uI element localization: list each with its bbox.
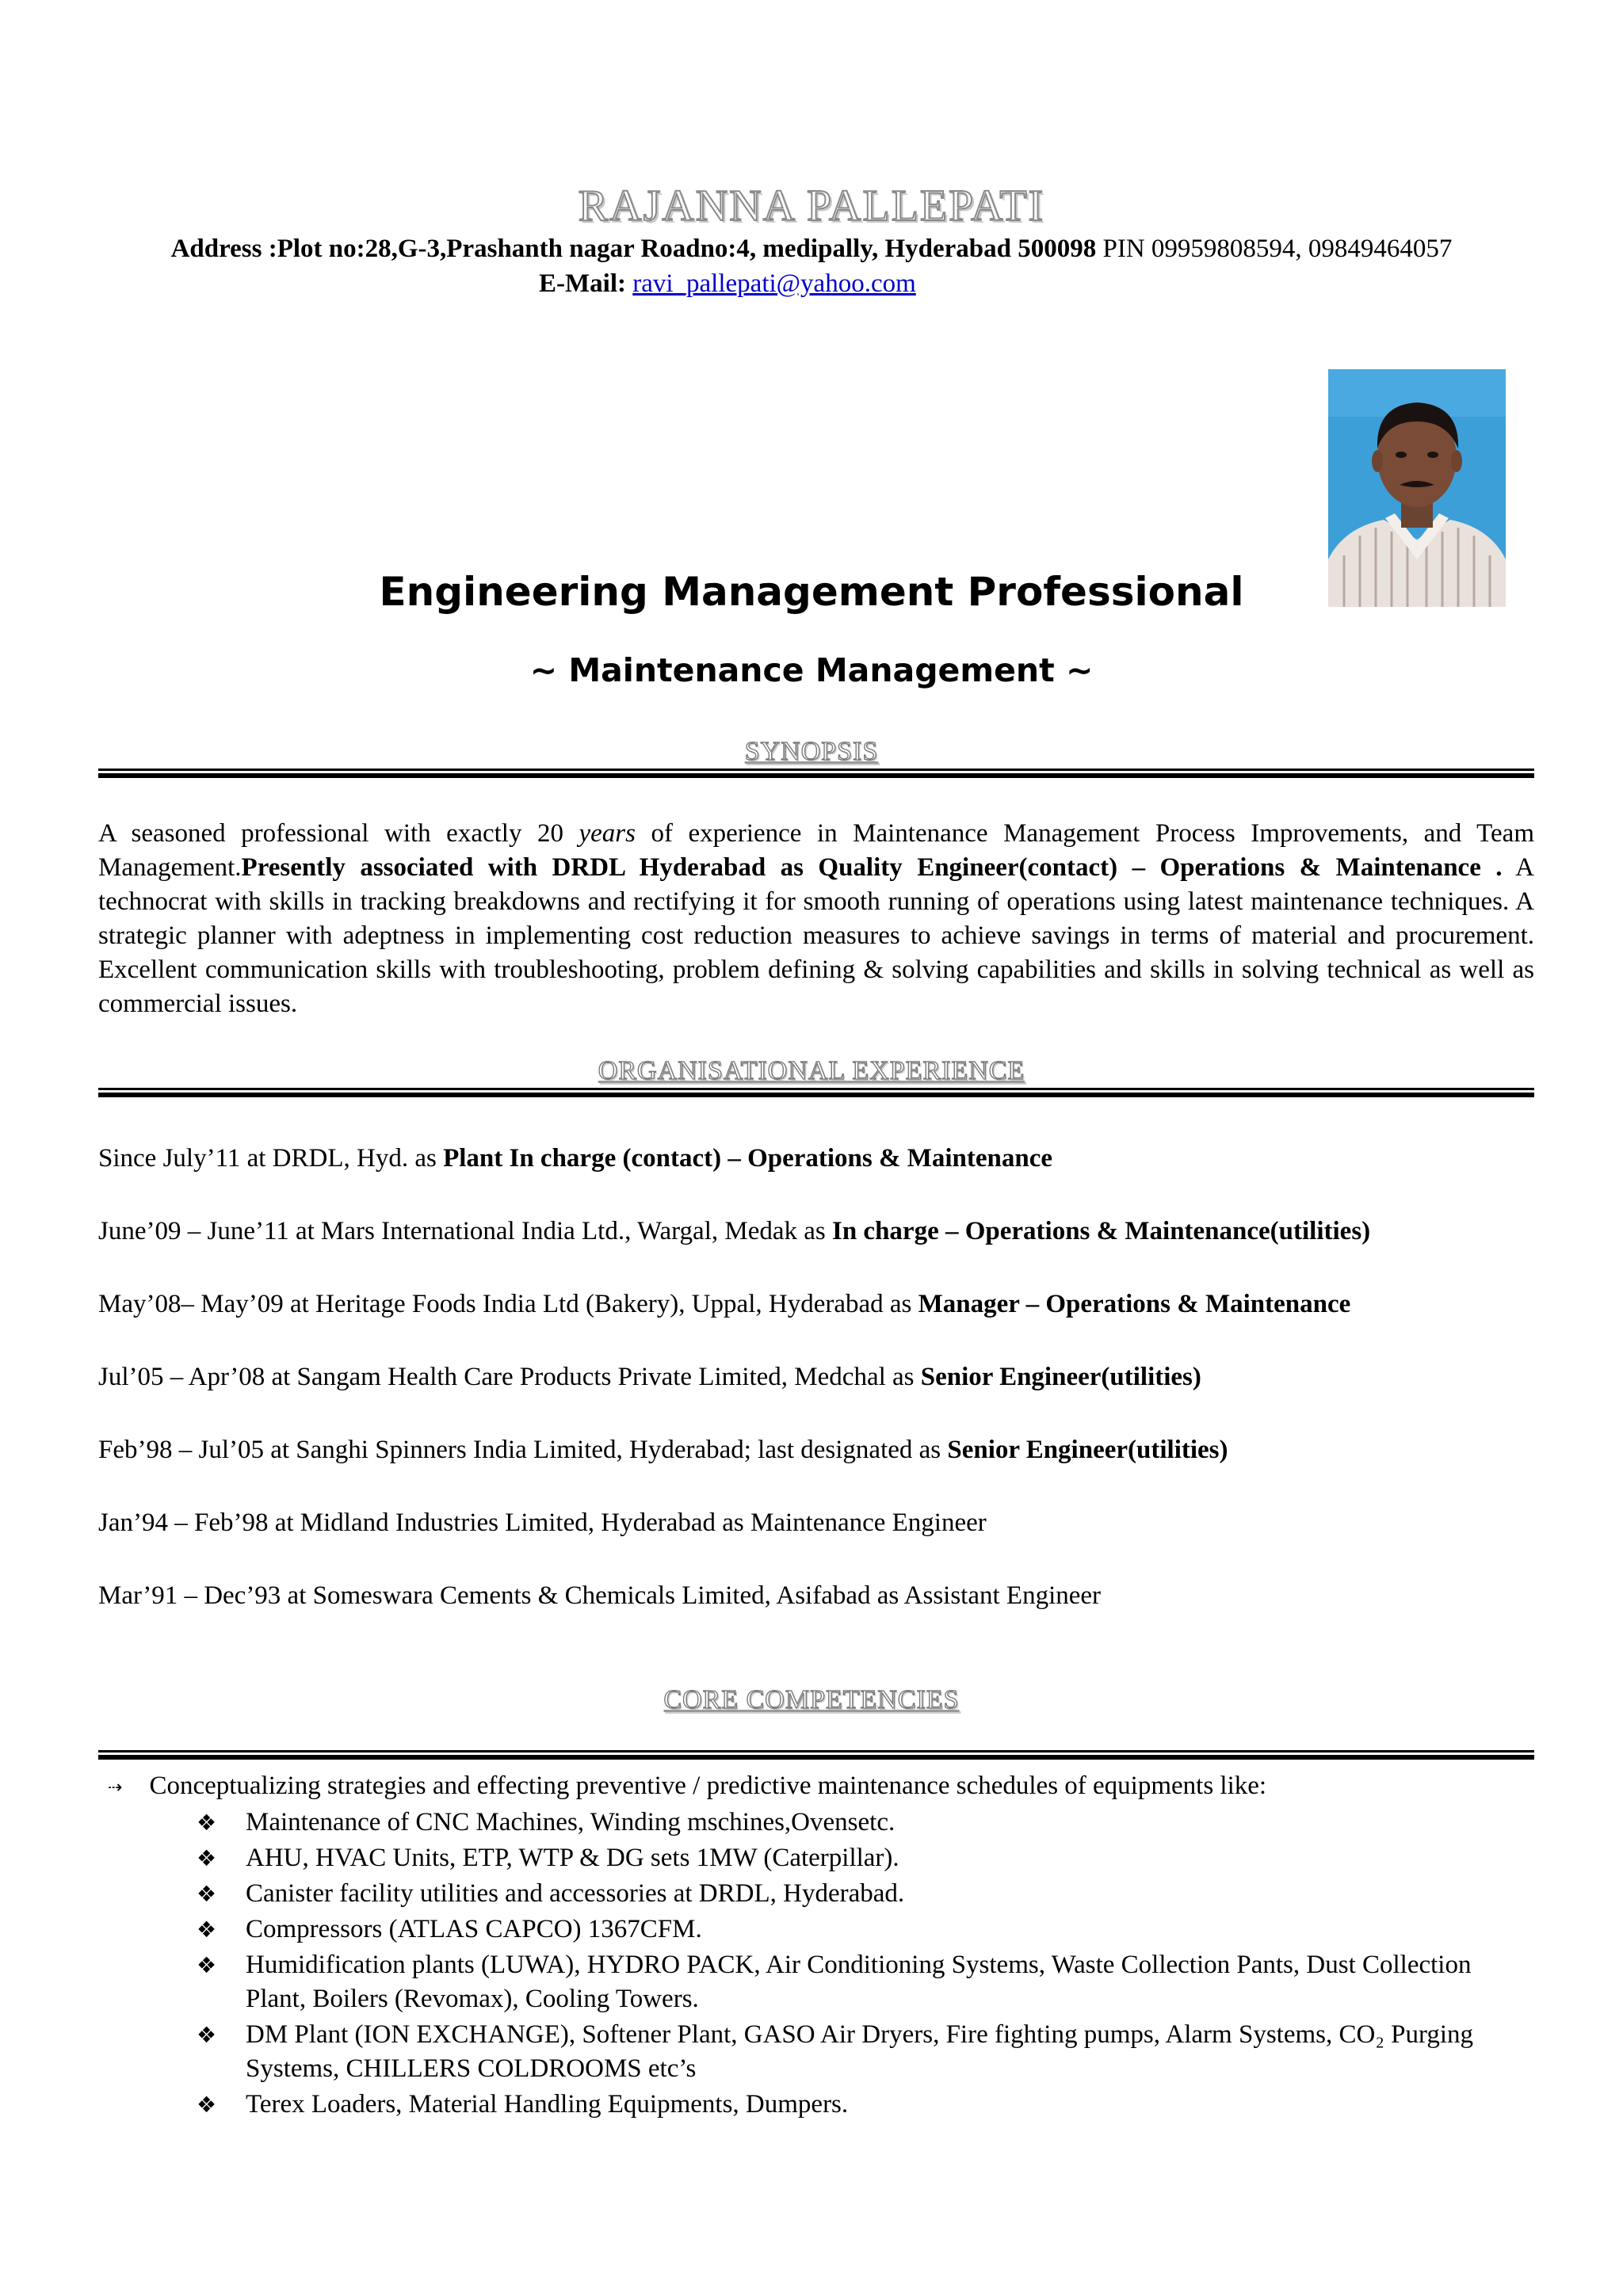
experience-role: Plant In charge (contact) – Operations & Maintenance xyxy=(443,1144,1053,1173)
email-label: E-Mail: xyxy=(539,269,633,298)
diamond-bullet-icon: ❖ xyxy=(197,2092,217,2118)
subheadline: ~ Maintenance Management ~ xyxy=(529,651,1094,689)
competencies-list xyxy=(197,1806,1536,2123)
section-title-experience: ORGANISATIONAL EXPERIENCE xyxy=(598,1056,1025,1085)
diamond-bullet-icon: ❖ xyxy=(197,1845,217,1871)
email-line xyxy=(539,269,916,299)
arrow-icon: ⇢ xyxy=(108,1777,123,1798)
synopsis-italic: years xyxy=(579,819,636,848)
experience-text: Feb’98 – Jul’05 at Sanghi Spinners India Limited, Hyderabad; last designated as xyxy=(98,1436,948,1464)
experience-text: Mar’91 – Dec’93 at Someswara Cements & Chemicals Limited, Asifabad as Assistant Engineer xyxy=(98,1581,1102,1610)
synopsis-text-2: of experience in Maintenance Management Process Improvements, and Team Management. xyxy=(98,819,1534,882)
experience-item xyxy=(98,1508,987,1538)
address-line xyxy=(0,235,1623,264)
diamond-bullet-icon: ❖ xyxy=(197,1810,217,1836)
list-item-text: Canister facility utilities and accessories at DRDL, Hyderabad. xyxy=(246,1879,905,1908)
experience-text: May’08– May’09 at Heritage Foods India Ltd (Bakery), Uppal, Hyderabad as xyxy=(98,1290,918,1318)
experience-text: June’09 – June’11 at Mars International India Ltd., Wargal, Medak as xyxy=(98,1217,832,1245)
email-link[interactable]: ravi_pallepati@yahoo.com xyxy=(632,269,916,298)
headline: Engineering Management Professional xyxy=(379,569,1244,615)
experience-role: Senior Engineer(utilities) xyxy=(920,1363,1201,1391)
experience-item xyxy=(98,1144,1052,1173)
section-rule xyxy=(98,769,1534,778)
experience-role: Manager – Operations & Maintenance xyxy=(918,1290,1351,1318)
experience-text: Jul’05 – Apr’08 at Sangam Health Care Products Private Limited, Medchal as xyxy=(98,1363,921,1391)
list-item-text: Compressors (ATLAS CAPCO) 1367CFM. xyxy=(246,1915,702,1943)
experience-text: Jan’94 – Feb’98 at Midland Industries Limited, Hyderabad as Maintenance Engineer xyxy=(98,1508,987,1537)
list-item-text: AHU, HVAC Units, ETP, WTP & DG sets 1MW (Caterpillar). xyxy=(246,1844,899,1872)
experience-item xyxy=(98,1581,1101,1611)
experience-item xyxy=(98,1436,1228,1465)
competencies-lead-text: Conceptualizing strategies and effecting preventive / predictive maintenance schedules of equipments like: xyxy=(149,1772,1267,1800)
address-label: Address : xyxy=(170,235,277,263)
list-item xyxy=(197,2018,1536,2086)
address-text: Plot no:28,G-3,Prashanth nagar Roadno:4, medipally, Hyderabad 500098 xyxy=(277,235,1097,263)
list-item-text: Humidification plants (LUWA), HYDRO PACK, Air Conditioning Systems, Waste Collection Pants, Dust Collection Plant, Boilers (Revomax), Cooling Towers. xyxy=(246,1951,1472,2013)
experience-role: In charge – Operations & Maintenance(utilities) xyxy=(831,1217,1371,1245)
phone-numbers: PIN 09959808594, 09849464057 xyxy=(1096,235,1453,263)
list-item xyxy=(197,1877,1536,1911)
experience-role: Senior Engineer(utilities) xyxy=(947,1436,1228,1464)
section-title-synopsis: SYNOPSIS xyxy=(744,737,879,766)
experience-item xyxy=(98,1217,1370,1246)
section-rule xyxy=(98,1750,1534,1760)
list-item-text: DM Plant (ION EXCHANGE), Softener Plant, GASO Air Dryers, Fire fighting pumps, Alarm Systems, CO₂ Purging Systems, CHILLERS COLDROOMS etc’s xyxy=(246,2020,1474,2083)
section-rule xyxy=(98,1088,1534,1097)
list-item xyxy=(197,1913,1536,1947)
candidate-name: RAJANNA PALLEPATI xyxy=(578,181,1045,231)
synopsis-text-3: A technocrat with skills in tracking breakdowns and rectifying it for smooth running of operations using latest maintenance techniques. A strategic planner with adeptness in implementing cost reduction measures to achieve savings in terms of material and procurement. Excellent communication skills with troubleshooting, problem defining & solving capabilities and skills in solving technical as well as commercial issues. xyxy=(98,853,1534,1018)
list-item xyxy=(197,1806,1536,1840)
synopsis-paragraph xyxy=(98,817,1534,1021)
list-item xyxy=(197,1948,1536,2016)
section-title-competencies: CORE COMPETENCIES xyxy=(663,1685,960,1714)
competencies-lead xyxy=(108,1772,1266,1801)
list-item-text: Terex Loaders, Material Handling Equipments, Dumpers. xyxy=(246,2090,849,2119)
synopsis-text-1: A seasoned professional with exactly 20 xyxy=(98,819,579,848)
synopsis-current-role: Presently associated with DRDL Hyderabad as Quality Engineer(contact) – Operations & Maintenance . xyxy=(241,853,1503,882)
experience-text: Since July’11 at DRDL, Hyd. as xyxy=(98,1144,444,1173)
diamond-bullet-icon: ❖ xyxy=(197,1881,217,1907)
list-item xyxy=(197,2088,1536,2122)
experience-item xyxy=(98,1290,1350,1319)
list-item xyxy=(197,1841,1536,1875)
diamond-bullet-icon: ❖ xyxy=(197,1917,217,1943)
diamond-bullet-icon: ❖ xyxy=(197,2022,217,2048)
diamond-bullet-icon: ❖ xyxy=(197,1952,217,1978)
list-item-text: Maintenance of CNC Machines, Winding mschines,Ovensetc. xyxy=(246,1808,896,1836)
experience-item xyxy=(98,1363,1201,1392)
